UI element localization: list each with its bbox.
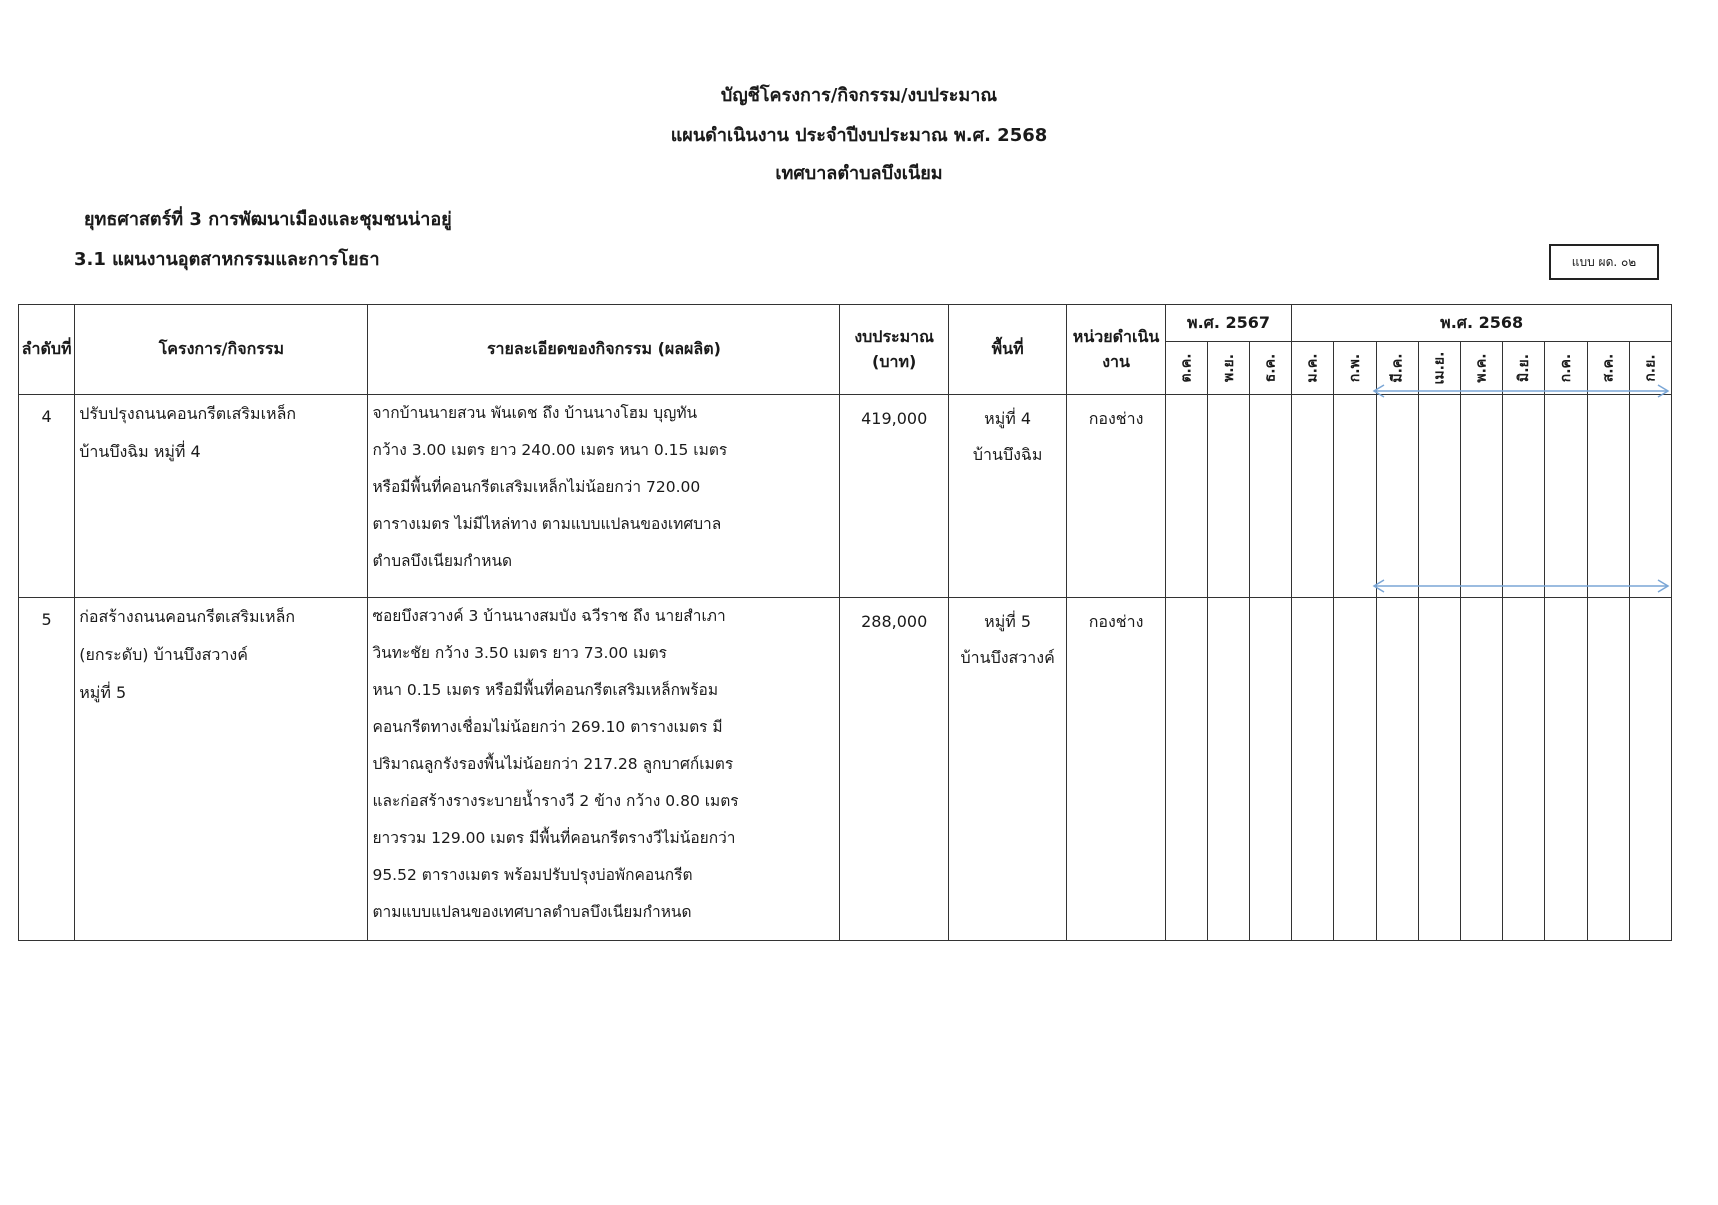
- detail-line: ยาวรวม 129.00 เมตร มีพื้นที่คอนกรีตรางวีไม่น้อยกว่า: [372, 829, 736, 847]
- area-line: หมู่ที่ 5: [984, 612, 1032, 631]
- detail-line: ซอยบึงสวางค์ 3 บ้านนางสมบัง ฉวีราช ถึง นายสำเภา: [372, 607, 726, 625]
- detail-line: หนา 0.15 เมตร หรือมีพื้นที่คอนกรีตเสริมเหล็กพร้อม: [372, 681, 719, 699]
- month-header: [1250, 342, 1292, 395]
- detail-line: ตารางเมตร ไม่มีไหล่ทาง ตามแบบแปลนของเทศบาล: [372, 515, 722, 533]
- month-cell: [1334, 598, 1376, 941]
- month-cell: [1545, 395, 1587, 598]
- area-line: หมู่ที่ 4: [984, 409, 1032, 428]
- month-cell: [1460, 598, 1502, 941]
- operating-unit: กองช่าง: [1067, 395, 1165, 598]
- month-label: มี.ค.: [1389, 353, 1406, 383]
- col-header-no: ลำดับที่: [19, 305, 75, 395]
- doc-title: บัญชีโครงการ/กิจกรรม/งบประมาณ: [720, 85, 998, 106]
- month-label: ธ.ค.: [1262, 353, 1279, 383]
- detail-line: 95.52 ตารางเมตร พร้อมปรับปรุงบ่อพักคอนกรีต: [372, 866, 693, 884]
- month-cell: [1460, 395, 1502, 598]
- month-label: ก.พ.: [1347, 353, 1364, 383]
- organization-name: เทศบาลตำบลบึงเนียม: [775, 163, 943, 184]
- detail-line: กว้าง 3.00 เมตร ยาว 240.00 เมตร หนา 0.15 เมตร: [372, 441, 728, 459]
- month-header: [1334, 342, 1376, 395]
- month-cell: [1503, 598, 1545, 941]
- month-cell: [1207, 598, 1249, 941]
- budget-amount: 419,000: [840, 395, 948, 598]
- month-cell: [1629, 395, 1671, 598]
- table-row: [19, 395, 1672, 598]
- project-line: ปรับปรุงถนนคอนกรีตเสริมเหล็ก: [79, 404, 297, 423]
- month-label: เม.ย.: [1431, 351, 1448, 385]
- month-header: [1292, 342, 1334, 395]
- month-cell: [1250, 598, 1292, 941]
- month-header: [1165, 342, 1207, 395]
- detail-line: ตำบลบึงเนียมกำหนด: [372, 552, 513, 570]
- month-label: พ.ย.: [1220, 353, 1237, 383]
- month-cell: [1207, 395, 1249, 598]
- month-cell: [1418, 598, 1460, 941]
- detail-line: และก่อสร้างรางระบายน้ำรางวี 2 ข้าง กว้าง 0.80 เมตร: [372, 792, 739, 810]
- schedule-arrow-row4: [1372, 384, 1670, 398]
- month-cell: [1334, 395, 1376, 598]
- area-cell: [948, 395, 1066, 598]
- plan-heading: 3.1 แผนงานอุตสาหกรรมและการโยธา: [74, 249, 380, 270]
- area-line: บ้านบึงฉิม: [972, 445, 1043, 464]
- month-label: พ.ค.: [1473, 353, 1490, 383]
- detail-line: วินทะชัย กว้าง 3.50 เมตร ยาว 73.00 เมตร: [372, 644, 668, 662]
- plan-table: [18, 304, 1672, 941]
- area-line: บ้านบึงสวางค์: [960, 648, 1055, 667]
- month-cell: [1418, 395, 1460, 598]
- year-header-2567: พ.ศ. 2567: [1165, 305, 1292, 342]
- month-label: ม.ค.: [1304, 353, 1321, 383]
- month-header: [1207, 342, 1249, 395]
- detail-line: จากบ้านนายสวน พันเดช ถึง บ้านนางโฮม บุญทัน: [372, 404, 698, 422]
- row-number: 5: [19, 598, 75, 941]
- month-cell: [1376, 395, 1418, 598]
- schedule-arrow-row5: [1372, 579, 1670, 593]
- detail-line: หรือมีพื้นที่คอนกรีตเสริมเหล็กไม่น้อยกว่า 720.00: [372, 478, 701, 496]
- col-header-area: พื้นที่: [948, 305, 1066, 395]
- strategy-heading: ยุทธศาสตร์ที่ 3 การพัฒนาเมืองและชุมชนน่าอยู่: [84, 209, 452, 230]
- month-cell: [1587, 598, 1629, 941]
- col-header-budget: งบประมาณ (บาท): [840, 305, 948, 395]
- month-cell: [1292, 598, 1334, 941]
- month-cell: [1292, 395, 1334, 598]
- project-name: [75, 598, 368, 941]
- month-cell: [1587, 395, 1629, 598]
- month-label: ส.ค.: [1600, 353, 1617, 383]
- month-label: ต.ค.: [1178, 353, 1195, 383]
- project-line: บ้านบึงฉิม หมู่ที่ 4: [79, 442, 201, 461]
- budget-amount: 288,000: [840, 598, 948, 941]
- area-cell: [948, 598, 1066, 941]
- month-cell: [1165, 395, 1207, 598]
- col-header-project: โครงการ/กิจกรรม: [75, 305, 368, 395]
- month-cell: [1250, 395, 1292, 598]
- month-cell: [1629, 598, 1671, 941]
- detail-line: ปริมาณลูกรังรองพื้นไม่น้อยกว่า 217.28 ลูกบาศก์เมตร: [372, 755, 734, 773]
- month-cell: [1376, 598, 1418, 941]
- activity-detail: [368, 598, 840, 941]
- project-line: หมู่ที่ 5: [79, 683, 127, 702]
- detail-line: ตามแบบแปลนของเทศบาลตำบลบึงเนียมกำหนด: [372, 903, 692, 921]
- detail-line: คอนกรีตทางเชื่อมไม่น้อยกว่า 269.10 ตารางเมตร มี: [372, 718, 723, 736]
- activity-detail: [368, 395, 840, 598]
- project-line: (ยกระดับ) บ้านบึงสวางค์: [79, 645, 248, 664]
- month-cell: [1503, 395, 1545, 598]
- month-cell: [1545, 598, 1587, 941]
- table-row: [19, 598, 1672, 941]
- month-cell: [1165, 598, 1207, 941]
- project-line: ก่อสร้างถนนคอนกรีตเสริมเหล็ก: [79, 607, 296, 626]
- form-code-box: แบบ ผด. ๐๒: [1549, 244, 1659, 280]
- month-label: ก.ย.: [1642, 354, 1659, 382]
- month-label: มิ.ย.: [1515, 353, 1532, 383]
- doc-subtitle: แผนดำเนินงาน ประจำปีงบประมาณ พ.ศ. 2568: [670, 125, 1048, 146]
- row-number: 4: [19, 395, 75, 598]
- month-label: ก.ค.: [1557, 353, 1574, 383]
- year-header-2568: พ.ศ. 2568: [1292, 305, 1672, 342]
- operating-unit: กองช่าง: [1067, 598, 1165, 941]
- col-header-unit: หน่วยดำเนินงาน: [1067, 305, 1165, 395]
- project-name: [75, 395, 368, 598]
- col-header-detail: รายละเอียดของกิจกรรม (ผลผลิต): [368, 305, 840, 395]
